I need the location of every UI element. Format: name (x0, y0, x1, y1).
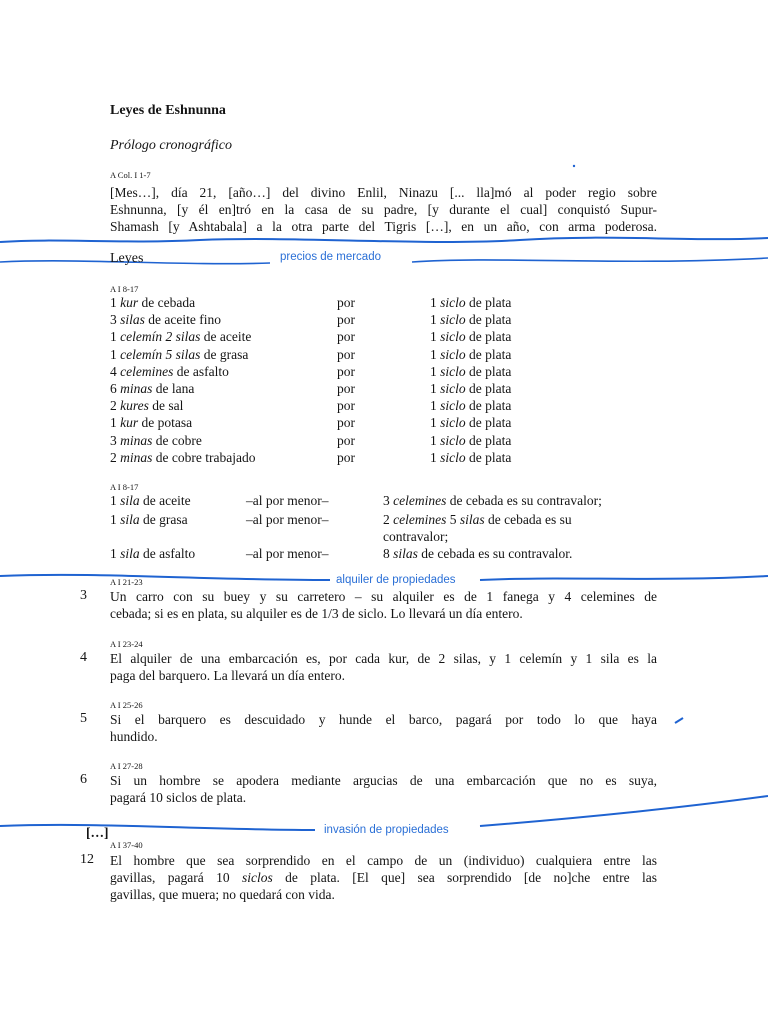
price-value: 1 siclo de plata (430, 398, 512, 414)
retail-value: 3 celemines de cebada es su contravalor; (383, 493, 602, 508)
price-por: por (337, 329, 355, 345)
law-number: 4 (80, 650, 87, 665)
price-value: 1 siclo de plata (430, 329, 512, 345)
law-ref: A I 21-23 (110, 577, 143, 587)
prologue-line: [Mes…], día 21, [año…] del divino Enlil, Ninazu [... lla]mó al poder regio sobre (110, 185, 657, 200)
price-value: 1 siclo de plata (430, 363, 512, 379)
retail-table-ref: A I 8-17 (110, 482, 139, 492)
law-line: hundido. (110, 729, 158, 744)
price-por: por (337, 312, 355, 328)
price-item: 1 celemín 5 silas de grasa (110, 346, 249, 362)
price-por: por (337, 449, 355, 465)
price-item: 3 minas de cobre (110, 432, 202, 448)
price-value: 1 siclo de plata (430, 346, 512, 362)
retail-value: 8 silas de cebada es su contravalor. (383, 546, 573, 561)
price-por: por (337, 415, 355, 431)
law-12-line: gavillas, pagará 10 siclos de plata. [El que] sea sorprendido [de no]che entre las (110, 870, 657, 885)
price-item: 2 minas de cobre trabajado (110, 449, 256, 465)
price-item: 3 silas de aceite fino (110, 312, 221, 328)
prologue-paragraph (110, 184, 657, 235)
retail-mode: –al por menor– (246, 512, 329, 527)
law-line: Un carro con su buey y su carretero – su alquiler es de 1 fanega y 4 celemines de (110, 589, 657, 604)
price-item: 4 celemines de asfalto (110, 363, 229, 379)
retail-item: 1 sila de grasa (110, 512, 188, 527)
law-line: pagará 10 siclos de plata. (110, 790, 247, 805)
price-value: 1 siclo de plata (430, 381, 512, 396)
price-value: 1 siclo de plata (430, 432, 512, 448)
price-table-ref: A I 8-17 (110, 284, 139, 294)
law-line: paga del barquero. La llevará un día entero. (110, 668, 346, 683)
price-por: por (337, 346, 355, 362)
price-value: 1 siclo de plata (430, 312, 512, 328)
price-value: 1 siclo de plata (430, 415, 512, 431)
law-ref: A I 25-26 (110, 700, 143, 710)
law-line: cebada; si es en plata, su alquiler es de 1/3 de siclo. Lo llevará un día entero. (110, 606, 523, 621)
law-line: Si un hombre se apodera mediante argucias de una embarcación que no es suya, (110, 773, 657, 788)
law-line: El alquiler de una embarcación es, por cada kur, de 2 silas, y 1 celemín y 1 sila es la (110, 651, 657, 666)
price-value: 1 siclo de plata (430, 449, 512, 465)
laws-heading: Leyes (110, 251, 144, 266)
price-value: 1 siclo de plata (430, 295, 512, 310)
law-12-ref: A I 37-40 (110, 840, 143, 850)
annotation-property-invasion: invasión de propiedades (324, 824, 449, 836)
annotation-property-rent: alquiler de propiedades (336, 574, 456, 586)
law-text (110, 711, 657, 745)
prologue-line: Shamash [y Ashtabala] a la otra parte del Tigris […], en un año, con arma poderosa. (110, 219, 657, 234)
document-title: Leyes de Eshnunna (110, 103, 226, 118)
price-item: 2 kures de sal (110, 398, 184, 414)
law-number: 5 (80, 711, 87, 726)
law-line: Si el barquero es descuidado y hunde el barco, pagará por todo lo que haya (110, 712, 657, 727)
price-item: 1 kur de cebada (110, 295, 196, 310)
price-por: por (337, 295, 355, 310)
law-12-line: El hombre que sea sorprendido en el campo de un (individuo) cualquiera entre las (110, 853, 657, 868)
prologue-ref: A Col. I 1-7 (110, 170, 151, 180)
retail-item: 1 sila de asfalto (110, 546, 196, 561)
ellipsis-marker: […] (86, 825, 109, 840)
law-text (110, 588, 657, 622)
retail-item: 1 sila de aceite (110, 493, 191, 508)
retail-mode: –al por menor– (246, 493, 329, 508)
law-text (110, 650, 657, 684)
price-item: 6 minas de lana (110, 381, 195, 396)
price-por: por (337, 381, 355, 396)
law-12-number: 12 (80, 852, 94, 867)
price-item: 1 celemín 2 silas de aceite (110, 329, 252, 345)
prologue-heading: Prólogo cronográfico (110, 138, 232, 153)
law-number: 6 (80, 772, 87, 787)
law-text (110, 772, 657, 806)
law-ref: A I 27-28 (110, 761, 143, 771)
price-por: por (337, 363, 355, 379)
price-item: 1 kur de potasa (110, 415, 193, 431)
retail-mode: –al por menor– (246, 546, 329, 561)
price-por: por (337, 398, 355, 414)
law-ref: A I 23-24 (110, 639, 143, 649)
retail-value-cont: contravalor; (383, 529, 449, 544)
retail-value: 2 celemines 5 silas de cebada es su (383, 512, 572, 527)
annotation-market-prices: precios de mercado (280, 251, 381, 263)
prologue-line: Eshnunna, [y él en]tró en la casa de su padre, [y durante el cual] conquistó Supur- (110, 202, 657, 217)
law-12-line: gavillas, que muera; no quedará con vida. (110, 887, 335, 902)
law-12-text (110, 852, 657, 903)
law-number: 3 (80, 588, 87, 603)
price-por: por (337, 432, 355, 448)
